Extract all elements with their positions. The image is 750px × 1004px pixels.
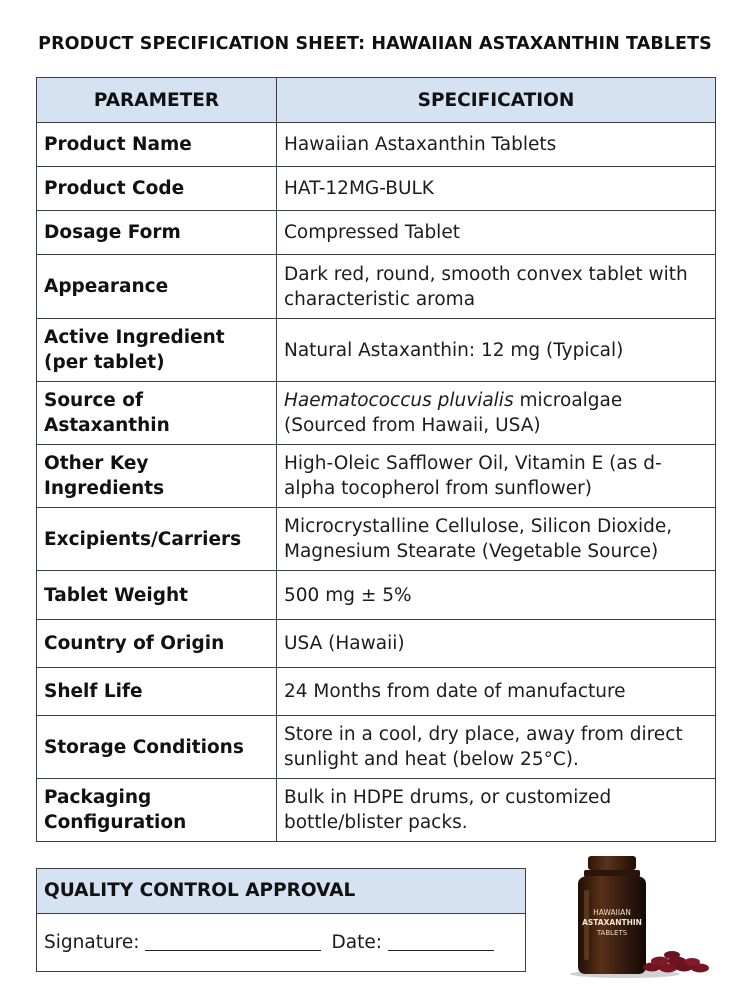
source-detail: microalgae (Sourced from Hawaii, USA) xyxy=(284,390,623,436)
row-parameter: Shelf Life xyxy=(37,668,277,716)
bottle-cap xyxy=(588,856,636,870)
signature-line[interactable] xyxy=(145,936,321,951)
row-value: 24 Months from date of manufacture xyxy=(277,668,716,716)
row-value: USA (Hawaii) xyxy=(277,620,716,668)
row-parameter: Tablet Weight xyxy=(37,571,277,620)
qc-heading: QUALITY CONTROL APPROVAL xyxy=(37,869,525,914)
signature-label: Signature: xyxy=(44,932,140,953)
spec-table xyxy=(36,77,716,842)
row-value: HAT-12MG-BULK xyxy=(277,167,716,211)
table-row xyxy=(37,255,716,319)
table-row xyxy=(37,123,716,167)
row-value: Dark red, round, smooth convex tablet with characteristic aroma xyxy=(277,255,716,319)
row-parameter: Product Name xyxy=(37,123,277,167)
bottle-label-line2: ASTAXANTHIN xyxy=(582,918,642,927)
row-value: Store in a cool, dry place, away from direct sunlight and heat (below 25°C). xyxy=(277,716,716,779)
row-value: Compressed Tablet xyxy=(277,211,716,255)
table-row xyxy=(37,716,716,779)
bottle-image xyxy=(560,850,730,980)
column-header-parameter: PARAMETER xyxy=(37,78,277,123)
table-row xyxy=(37,211,716,255)
table-row xyxy=(37,668,716,716)
table-row xyxy=(37,382,716,445)
row-parameter: Other Key Ingredients xyxy=(37,445,277,508)
row-value xyxy=(277,382,716,445)
bottle-neck xyxy=(584,870,640,877)
row-value: Microcrystalline Cellulose, Silicon Dioxide, Magnesium Stearate (Vegetable Source) xyxy=(277,508,716,571)
table-row xyxy=(37,508,716,571)
product-bottle-illustration xyxy=(560,850,730,980)
bottle-label-line3: TABLETS xyxy=(596,929,628,937)
row-parameter: Packaging Configuration xyxy=(37,779,277,842)
row-value: Bulk in HDPE drums, or customized bottle/blister packs. xyxy=(277,779,716,842)
page-title: PRODUCT SPECIFICATION SHEET: HAWAIIAN ASTAXANTHIN TABLETS xyxy=(38,34,712,54)
species-name: Haematococcus pluvialis xyxy=(284,390,514,411)
row-value: 500 mg ± 5% xyxy=(277,571,716,620)
table-row xyxy=(37,620,716,668)
table-row xyxy=(37,571,716,620)
row-parameter: Dosage Form xyxy=(37,211,277,255)
table-row xyxy=(37,319,716,382)
row-parameter: Active Ingredient (per tablet) xyxy=(37,319,277,382)
bottle-label-line1: HAWAIIAN xyxy=(593,908,631,917)
table-row xyxy=(37,779,716,842)
row-parameter: Product Code xyxy=(37,167,277,211)
row-value: High-Oleic Safflower Oil, Vitamin E (as d-alpha tocopherol from sunflower) xyxy=(277,445,716,508)
table-row xyxy=(37,445,716,508)
row-value: Natural Astaxanthin: 12 mg (Typical) xyxy=(277,319,716,382)
column-header-specification: SPECIFICATION xyxy=(277,78,716,123)
row-parameter: Excipients/Carriers xyxy=(37,508,277,571)
spec-table-header-row xyxy=(37,78,716,123)
table-row xyxy=(37,167,716,211)
date-label: Date: xyxy=(331,932,382,953)
tablets xyxy=(643,951,709,973)
row-parameter: Country of Origin xyxy=(37,620,277,668)
row-parameter: Storage Conditions xyxy=(37,716,277,779)
row-parameter: Appearance xyxy=(37,255,277,319)
quality-control-box xyxy=(36,868,526,972)
row-parameter: Source of Astaxanthin xyxy=(37,382,277,445)
qc-signature-row xyxy=(37,914,525,972)
row-value: Hawaiian Astaxanthin Tablets xyxy=(277,123,716,167)
date-line[interactable] xyxy=(388,936,494,951)
